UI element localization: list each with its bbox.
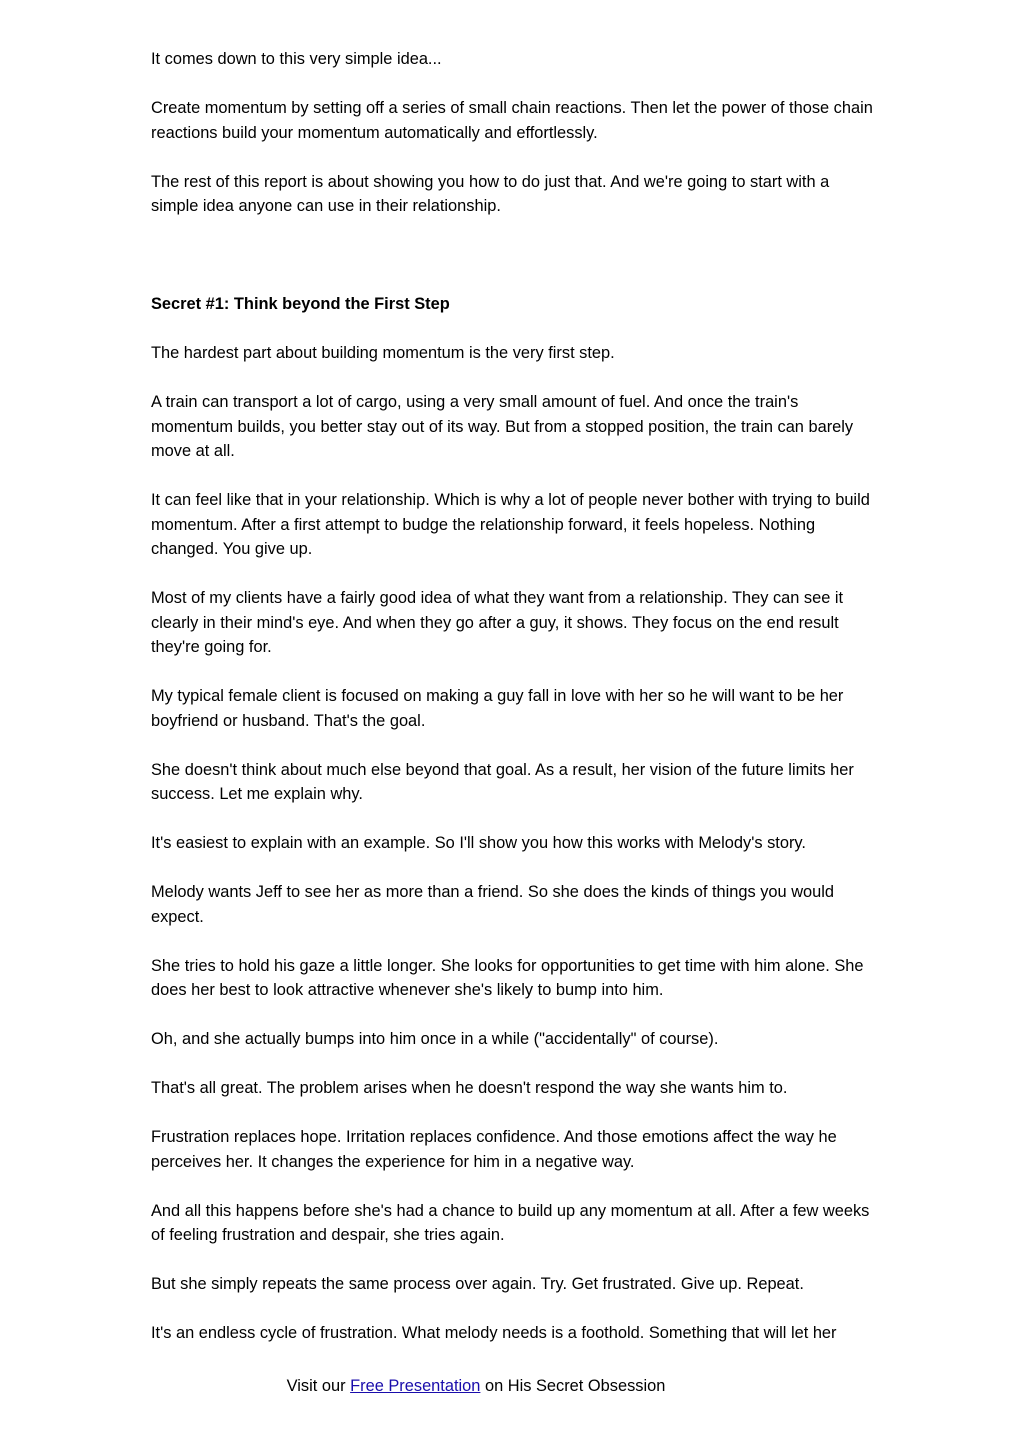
footer-suffix: on His Secret Obsession bbox=[484, 1377, 666, 1395]
section-paragraph-9: She tries to hold his gaze a little longer. She looks for opportunities to get time with him alone. She does her best to look attractive whenever she's likely to bump into him. bbox=[151, 956, 864, 999]
footer-prefix: Visit our bbox=[286, 1377, 346, 1395]
section-paragraph-14: But she simply repeats the same process over again. Try. Get frustrated. Give up. Repeat. bbox=[151, 1275, 804, 1293]
intro-paragraph-2: Create momentum by setting off a series of small chain reactions. Then let the power of those chain reactions build your momentum automatically and effortlessly. bbox=[151, 99, 873, 142]
section-paragraph-1: The hardest part about building momentum is the very first step. bbox=[151, 344, 615, 362]
section-paragraph-6: She doesn't think about much else beyond that goal. As a result, her vision of the future limits her success. Let me explain why. bbox=[151, 760, 854, 803]
section-paragraph-15: It's an endless cycle of frustration. What melody needs is a foothold. Something that will let her bbox=[151, 1324, 837, 1342]
section-paragraph-7: It's easiest to explain with an example. So I'll show you how this works with Melody's story. bbox=[151, 834, 806, 852]
section-paragraph-2: A train can transport a lot of cargo, using a very small amount of fuel. And once the train's momentum builds, you better stay out of its way. But from a stopped position, the train can barely move at all. bbox=[151, 393, 854, 460]
section-paragraph-8: Melody wants Jeff to see her as more than a friend. So she does the kinds of things you would expect. bbox=[151, 883, 835, 926]
document-body bbox=[151, 47, 875, 1370]
section-paragraph-3: It can feel like that in your relationship. Which is why a lot of people never bother with trying to build momentum. After a first attempt to budge the relationship forward, it feels hopeless. Nothing changed. You give up. bbox=[151, 491, 870, 558]
section-paragraph-10: Oh, and she actually bumps into him once in a while ("accidentally" of course). bbox=[151, 1030, 719, 1048]
intro-paragraph-1: It comes down to this very simple idea... bbox=[151, 50, 442, 68]
section-paragraph-13: And all this happens before she's had a chance to build up any momentum at all. After a few weeks of feeling frustration and despair, she tries again. bbox=[151, 1201, 870, 1244]
intro-paragraph-3: The rest of this report is about showing you how to do just that. And we're going to start with a simple idea anyone can use in their relationship. bbox=[151, 172, 830, 215]
free-presentation-link[interactable]: Free Presentation bbox=[350, 1377, 481, 1395]
page-footer bbox=[0, 1374, 952, 1398]
section-paragraph-4: Most of my clients have a fairly good idea of what they want from a relationship. They can see it clearly in their mind's eye. And when they go after a guy, it shows. They focus on the end result they're going for. bbox=[151, 589, 844, 656]
section-spacer bbox=[151, 243, 875, 292]
section-paragraph-12: Frustration replaces hope. Irritation replaces confidence. And those emotions affect the way he perceives her. It changes the experience for him in a negative way. bbox=[151, 1128, 837, 1171]
section-heading: Secret #1: Think beyond the First Step bbox=[151, 295, 450, 313]
section-paragraph-5: My typical female client is focused on making a guy fall in love with her so he will want to be her boyfriend or husband. That's the goal. bbox=[151, 687, 844, 730]
section-paragraph-11: That's all great. The problem arises when he doesn't respond the way she wants him to. bbox=[151, 1079, 788, 1097]
